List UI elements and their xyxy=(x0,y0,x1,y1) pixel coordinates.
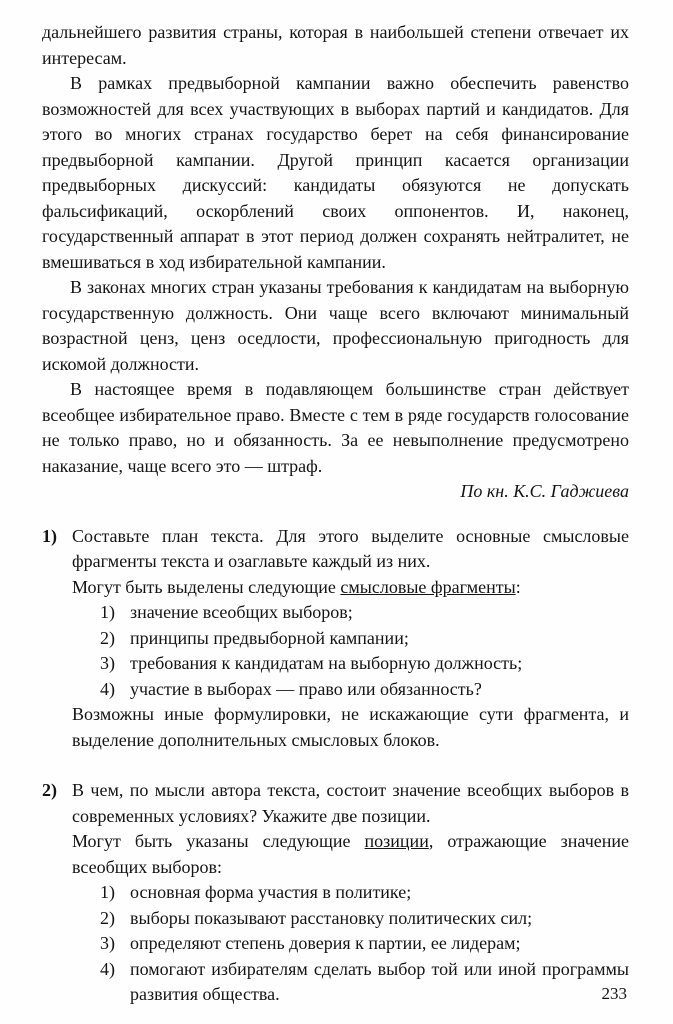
body-paragraph: дальнейшего развития страны, которая в наибольшей степени отвечает их интересам. xyxy=(42,22,629,68)
list-item-number: 2) xyxy=(100,907,115,928)
list-item-text: участие в выборах — право или обязанность? xyxy=(130,678,482,699)
list-item-text: помогают избирателям сделать выбор той или иной программы развития общества. xyxy=(130,958,629,1004)
answer-note: Возможны иные формулировки, не искажающие сути фрагмента, и выделение дополнительных смысловых блоков. xyxy=(72,704,629,750)
list-item-text: выборы показывают расстановку политических сил; xyxy=(130,907,533,928)
answer-intro xyxy=(72,829,629,880)
list-item xyxy=(72,931,629,957)
answer-intro-underlined: смысловые фрагменты xyxy=(340,576,516,597)
list-item-number: 4) xyxy=(100,958,115,979)
answer-intro-prefix: Могут быть выделены следующие xyxy=(72,576,341,597)
question-number: 1) xyxy=(42,525,57,546)
answer-intro-suffix: : xyxy=(515,576,521,597)
list-item-number: 3) xyxy=(100,653,115,673)
list-item-number: 4) xyxy=(100,678,115,699)
list-item-text: требования к кандидатам на выборную должность; xyxy=(130,653,523,673)
questions-section xyxy=(42,524,629,1008)
attribution: По кн. К.С. Гаджиева xyxy=(460,481,629,501)
list-item xyxy=(72,906,629,932)
page-number: 233 xyxy=(601,983,627,1003)
list-item-number: 1) xyxy=(100,882,115,902)
answer-intro xyxy=(72,575,629,601)
list-item-number: 2) xyxy=(100,627,115,648)
question-body xyxy=(72,778,629,1008)
list-item-text: значение всеобщих выборов; xyxy=(130,602,353,622)
question-task: В чем, по мысли автора текста, состоит значение всеобщих выборов в современных условиях? Укажите две позиции. xyxy=(72,780,629,826)
question-number: 2) xyxy=(42,780,57,800)
list-item xyxy=(72,626,629,652)
body-paragraph: В настоящее время в подавляющем большинстве стран действует всеобщее избирательное право. Вместе с тем в ряде государств голосование не только право, но и обязанность. За ее невыполнение предусмотрено наказание, чаще всего это — штраф. xyxy=(42,379,629,476)
list-item-text: определяют степень доверия к партии, ее лидерам; xyxy=(130,933,521,953)
list-item xyxy=(72,677,629,703)
question-body xyxy=(72,524,629,754)
list-item-text: принципы предвыборной кампании; xyxy=(130,627,409,648)
answer-intro-prefix: Могут быть указаны следующие xyxy=(72,831,365,851)
question-1 xyxy=(42,524,629,754)
list-item xyxy=(72,600,629,626)
list-item-text: основная форма участия в политике; xyxy=(130,882,412,902)
question-task: Составьте план текста. Для этого выделите основные смысловые фрагменты текста и озаглавьте каждый из них. xyxy=(72,525,629,571)
list-item-number: 1) xyxy=(100,602,115,622)
list-item xyxy=(72,651,629,677)
list-item xyxy=(72,957,629,1008)
list-item xyxy=(72,880,629,906)
answer-intro-underlined: позиции xyxy=(364,831,429,851)
list-item-number: 3) xyxy=(100,933,115,953)
question-2 xyxy=(42,778,629,1008)
body-paragraph: В законах многих стран указаны требования к кандидатам на выборную государственную должность. Они чаще всего включают минимальный возрастной ценз, ценз оседлости, профессиональную пригодность для искомой должности. xyxy=(42,277,629,374)
body-paragraph: В рамках предвыборной кампании важно обеспечить равенство возможностей для всех участвующих в выборах партий и кандидатов. Для этого во многих странах государство берет на себя финансирование предвыборной кампании. Другой принцип касается организации предвыборных дискуссий: кандидаты обязуются не допускать фальсификаций, оскорблений своих оппонентов. И, наконец, государственный аппарат в этот период должен сохранять нейтралитет, не вмешиваться в ход избирательной кампании. xyxy=(42,73,629,272)
answer-intro-suffix: , отражающие значение всеобщих выборов: xyxy=(72,831,629,877)
